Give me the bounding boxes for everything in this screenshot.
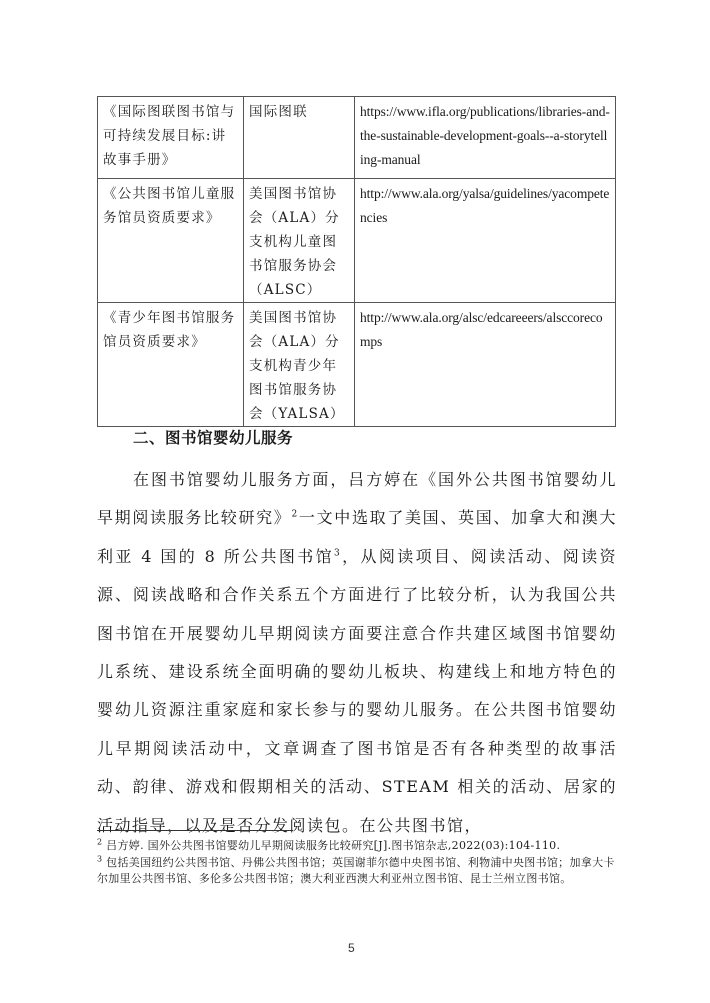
footnote-marker: 3 bbox=[97, 853, 103, 863]
footnote-reference[interactable]: 3 bbox=[334, 548, 342, 559]
footnote-text: 包括美国纽约公共图书馆、丹佛公共图书馆；英国谢菲尔德中央图书馆、利物浦中央图书馆；加拿大卡尔加里公共图书馆、多伦多公共图书馆；澳大利亚西澳大利亚州立图书馆、昆士兰州立图书馆。 bbox=[97, 855, 615, 885]
footnote-separator bbox=[97, 830, 293, 831]
table-cell-title: 《公共图书馆儿童服务馆员资质要求》 bbox=[98, 179, 244, 303]
table-row bbox=[98, 97, 616, 179]
table-cell-organization: 美国图书馆协会（ALA）分支机构青少年图书馆服务协会（YALSA） bbox=[244, 303, 355, 427]
reference-table bbox=[97, 96, 616, 427]
table-cell-title: 《青少年图书馆服务馆员资质要求》 bbox=[98, 303, 244, 427]
table-cell-organization: 国际图联 bbox=[244, 97, 355, 179]
section-heading: 二、图书馆婴幼儿服务 bbox=[133, 429, 294, 447]
table-cell-title: 《国际图联图书馆与可持续发展目标:讲故事手册》 bbox=[98, 97, 244, 179]
body-paragraph bbox=[97, 461, 617, 845]
table-cell-organization: 美国图书馆协会（ALA）分支机构儿童图书馆服务协会（ALSC） bbox=[244, 179, 355, 303]
table-cell-url[interactable]: http://www.ala.org/alsc/edcareeers/alsccorecomps bbox=[355, 303, 616, 427]
footnote-reference[interactable]: 2 bbox=[291, 510, 299, 521]
paragraph-text: ，从阅读项目、阅读活动、阅读资源、阅读战略和合作关系五个方面进行了比较分析，认为我国公共图书馆在开展婴幼儿早期阅读方面要注意合作共建区域图书馆婴幼儿系统、建设系统全面明确的婴幼儿板块、构建线上和地方特色的婴幼儿资源注重家庭和家长参与的婴幼儿服务。在公共图书馆婴幼儿早期阅读活动中，文章调查了图书馆是否有各种类型的故事活动、韵律、游戏和假期相关的活动、STEAM 相关的活动、居家的活动指导，以及是否分发阅读包。在公共图书馆， bbox=[97, 546, 617, 835]
paragraph-text: 在图书馆婴幼儿服务方面，吕方婷在《国外公共图书馆婴幼儿早期阅读服务比较研究》 bbox=[97, 470, 617, 528]
table-cell-url[interactable]: https://www.ifla.org/publications/libraries-and-the-sustainable-development-goals--a-storytelling-manual bbox=[355, 97, 616, 179]
footnote-marker: 2 bbox=[97, 837, 103, 847]
table-row bbox=[98, 179, 616, 303]
table-row bbox=[98, 303, 616, 427]
paragraph-text: 一文中选取了美国、英国、加拿大和澳大利亚 4 国的 8 所公共图书馆 bbox=[97, 508, 617, 566]
footnote-text: 吕方婷. 国外公共图书馆婴幼儿早期阅读服务比较研究[J].图书馆杂志,2022(03):104-110. bbox=[102, 839, 561, 852]
table-cell-url[interactable]: http://www.ala.org/yalsa/guidelines/yacompetencies bbox=[355, 179, 616, 303]
footnotes bbox=[97, 838, 617, 888]
footnote bbox=[97, 855, 617, 888]
page-number: 5 bbox=[348, 941, 355, 955]
footnote bbox=[97, 838, 617, 855]
